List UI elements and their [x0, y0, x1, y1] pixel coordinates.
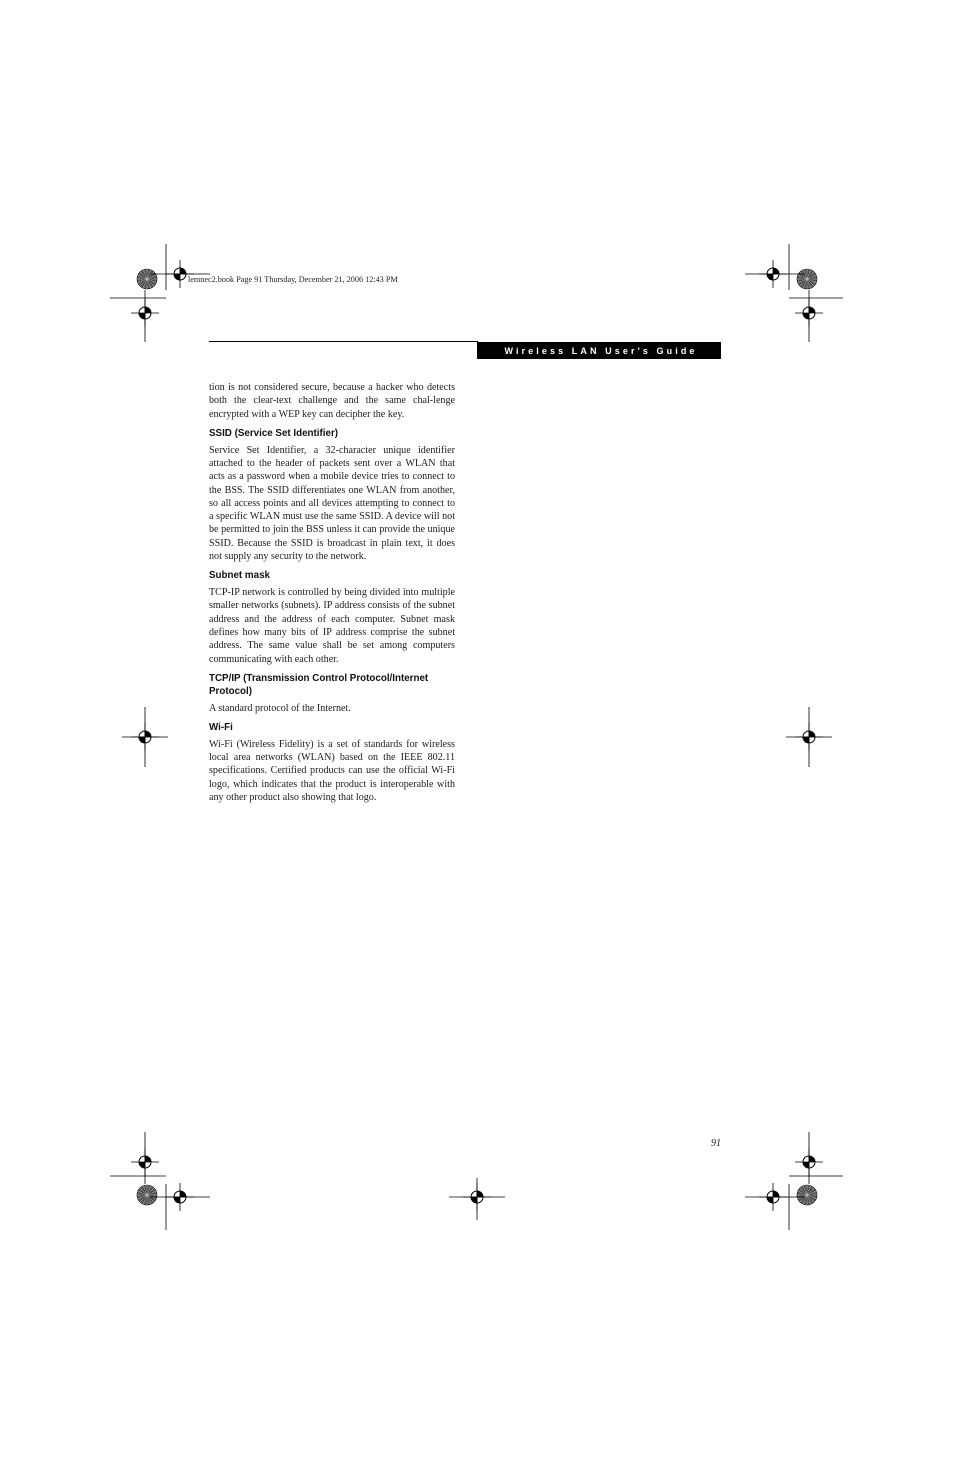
main-column	[209, 381, 455, 811]
section-body-ssid: Service Set Identifier, a 32-character unique identifier attached to the header of packets sent over a WLAN that acts as a password when a mobile device tries to connect to the BSS. The SSID differentiates one WLAN from another, so all access points and all devices attempting to connect to a specific WLAN must use the same SSID. A device will not be permitted to join the BSS unless it can provide the unique SSID. Because the SSID is broadcast in plain text, it does not supply any security to the network.	[209, 444, 455, 563]
section-heading-tcp-ip: TCP/IP (Transmission Control Protocol/Internet Protocol)	[209, 672, 429, 697]
header-rule	[209, 341, 478, 342]
running-header: Wireless LAN User's Guide	[477, 342, 721, 359]
print-slug: lemnec2.book Page 91 Thursday, December 21, 2006 12:43 PM	[188, 275, 398, 284]
page-number: 91	[711, 1138, 721, 1149]
section-heading-wi-fi: Wi-Fi	[209, 721, 233, 733]
intro-paragraph: tion is not considered secure, because a hacker who detects both the clear-text challenge and the same chal-lenge encrypted with a WEP key can decipher the key.	[209, 382, 455, 420]
section-body-tcp-ip: A standard protocol of the Internet.	[209, 702, 351, 714]
section-heading-ssid: SSID (Service Set Identifier)	[209, 427, 339, 439]
section-body-subnet-mask: TCP-IP network is controlled by being divided into multiple smaller networks (subnets). IP address consists of the subnet address and the address of each computer. Subnet mask defines how many bits of IP address comprise the subnet address. The same value shall be set among computers communicating with each other.	[209, 587, 455, 665]
section-heading-subnet-mask: Subnet mask	[209, 570, 270, 582]
section-body-wi-fi: Wi-Fi (Wireless Fidelity) is a set of standards for wireless local area networks (WLAN) based on the IEEE 802.11 specifications. Certified products can use the official Wi-Fi logo, which indicates that the product is interoperable with any other product also showing that logo.	[209, 738, 455, 803]
